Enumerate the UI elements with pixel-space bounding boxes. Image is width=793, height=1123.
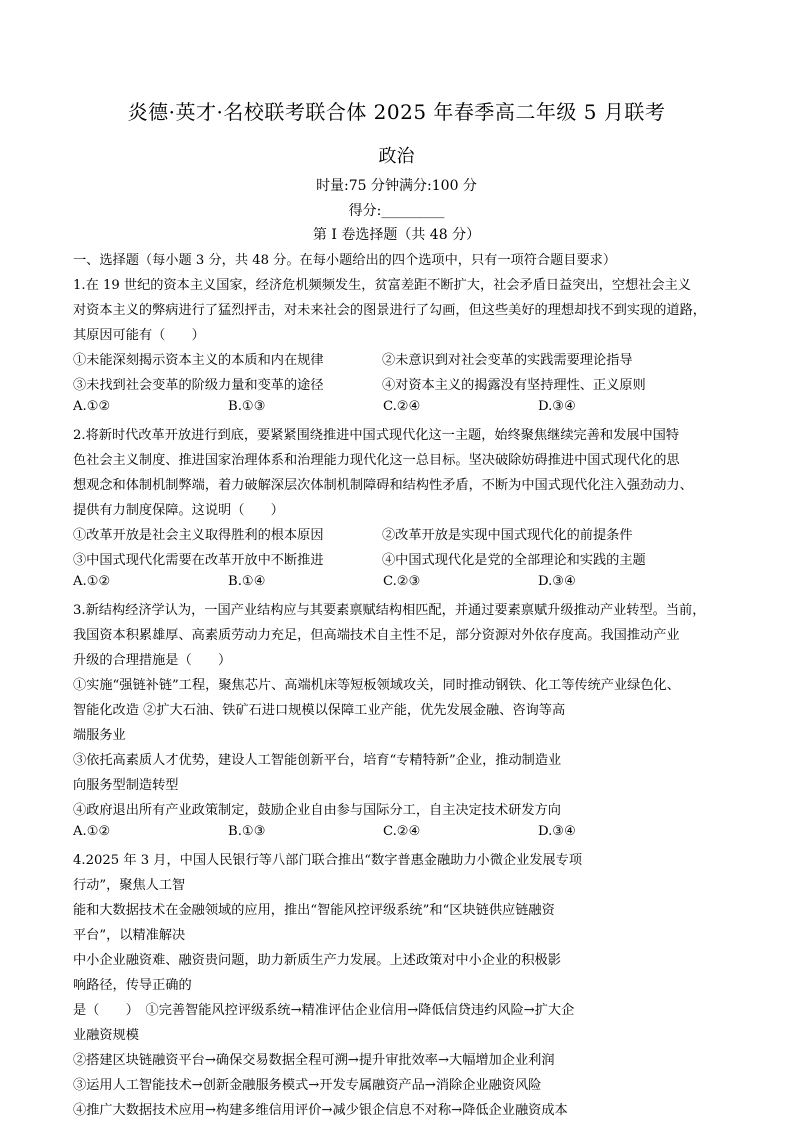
q2-item: ①改革开放是社会主义取得胜利的根本原因 <box>73 528 324 543</box>
q3-item-line: 智能化改造 ②扩大石油、铁矿石进口规模以保障工业产能，优先发展金融、咨询等高 <box>73 703 566 718</box>
q4-line: 业融资规模 <box>73 1028 139 1043</box>
section-instruction: 一、选择题（每小题 3 分，共 48 分。在每小题给出的四个选项中，只有一项符合题目要求） <box>73 253 617 268</box>
q1-stem-line: 其原因可能有（ ） <box>73 328 205 343</box>
q2-answer-b: B.①④ <box>228 574 266 589</box>
q3-item-line: ④政府退出所有产业政策制定，鼓励企业自由参与国际分工，自主决定技术研发方向 <box>73 803 561 818</box>
q1-item: ①未能深刻揭示资本主义的本质和内在规律 <box>73 353 324 368</box>
q2-answer-a: A.①② <box>73 574 111 589</box>
q2-answer-d: D.③④ <box>538 574 576 589</box>
q3-item-line: 端服务业 <box>73 728 126 743</box>
q3-stem-line: 升级的合理措施是（ ） <box>73 653 232 668</box>
q3-answer-d: D.③④ <box>538 824 576 839</box>
score-blank: 得分:_________ <box>348 203 445 219</box>
q3-stem-line: 我国资本积累雄厚、高素质劳动力充足，但高端技术自主性不足，部分资源对外依存度高。我国推动产业 <box>73 628 680 643</box>
q2-item: ②改革开放是实现中国式现代化的前提条件 <box>382 528 633 543</box>
q2-stem-line: 想观念和体制机制弊端，着力破解深层次体制机制障碍和结构性矛盾，不断为中国式现代化注入强劲动力、 <box>73 478 693 493</box>
q1-stem-line: 对资本主义的弊病进行了猛烈抨击，对未来社会的图景进行了勾画，但这些美好的理想却找不到实现的道路， <box>73 303 706 318</box>
q2-stem-line: 2.将新时代改革开放进行到底，要紧紧围绕推进中国式现代化这一主题，始终聚焦继续完善和发展中国特 <box>73 428 680 443</box>
q1-answer-c: C.②④ <box>383 399 421 414</box>
q4-line: 能和大数据技术在金融领域的应用，推出“智能风控评级系统”和“区块链供应链融资 <box>73 903 555 918</box>
q4-line: 行动”，聚焦人工智 <box>73 878 186 893</box>
q4-line: 平台”，以精准解决 <box>73 928 186 943</box>
time-score-line: 时量:75 分钟满分:100 分 <box>316 178 477 194</box>
q3-item-line: 向服务型制造转型 <box>73 778 179 793</box>
q3-answer-c: C.②④ <box>383 824 421 839</box>
q2-stem-line: 提供有力制度保障。这说明（ ） <box>73 503 284 518</box>
q1-item: ③未找到社会变革的阶级力量和变革的途径 <box>73 378 324 393</box>
volume-title: 第 I 卷选择题（共 48 分） <box>312 227 481 243</box>
q1-item: ④对资本主义的揭露没有坚持理性、正义原则 <box>382 378 646 393</box>
q1-answer-a: A.①② <box>73 399 111 414</box>
q4-line: 4.2025 年 3 月，中国人民银行等八部门联合推出“数字普惠金融助力小微企业发展专项 <box>73 853 583 868</box>
q1-item: ②未意识到对社会变革的实践需要理论指导 <box>382 353 633 368</box>
q1-answer-d: D.③④ <box>538 399 576 414</box>
subject-title: 政治 <box>378 146 415 167</box>
q4-line: 中小企业融资难、融资贵问题，助力新质生产力发展。上述政策对中小企业的积极影 <box>73 953 561 968</box>
q1-answer-b: B.①③ <box>228 399 266 414</box>
q4-line: 是（ ） ①完善智能风控评级系统→精准评估企业信用→降低信贷违约风险→扩大企 <box>73 1003 575 1018</box>
q3-stem-line: 3.新结构经济学认为，一国产业结构应与其要素禀赋结构相匹配，并通过要素禀赋升级推动产业转型。当前， <box>73 603 706 618</box>
exam-title: 炎德·英才·名校联考联合体 2025 年春季高二年级 5 月联考 <box>127 100 666 124</box>
q4-line: 响路径，传导正确的 <box>73 978 192 993</box>
q4-line: ④推广大数据技术应用→构建多维信用评价→减少银企信息不对称→降低企业融资成本 <box>73 1103 568 1118</box>
q3-answer-b: B.①③ <box>228 824 266 839</box>
q3-answer-a: A.①② <box>73 824 111 839</box>
q4-line: ②搭建区块链融资平台→确保交易数据全程可溯→提升审批效率→大幅增加企业利润 <box>73 1053 555 1068</box>
q2-item: ③中国式现代化需要在改革开放中不断推进 <box>73 553 324 568</box>
q2-answer-c: C.②③ <box>383 574 421 589</box>
q2-stem-line: 色社会主义制度、推进国家治理体系和治理能力现代化这一总目标。坚决破除妨碍推进中国式现代化的思 <box>73 453 680 468</box>
q3-item-line: ③依托高素质人才优势，建设人工智能创新平台，培育“专精特新”企业，推动制造业 <box>73 753 562 768</box>
q2-item: ④中国式现代化是党的全部理论和实践的主题 <box>382 553 646 568</box>
q3-item-line: ①实施“强链补链”工程，聚焦芯片、高端机床等短板领域攻关，同时推动钢铁、化工等传统产业绿色化、 <box>73 678 680 693</box>
q1-stem-line: 1.在 19 世纪的资本主义国家，经济危机频频发生，贫富差距不断扩大，社会矛盾日益突出，空想社会主义 <box>73 278 691 293</box>
q4-line: ③运用人工智能技术→创新金融服务模式→开发专属融资产品→消除企业融资风险 <box>73 1078 542 1093</box>
